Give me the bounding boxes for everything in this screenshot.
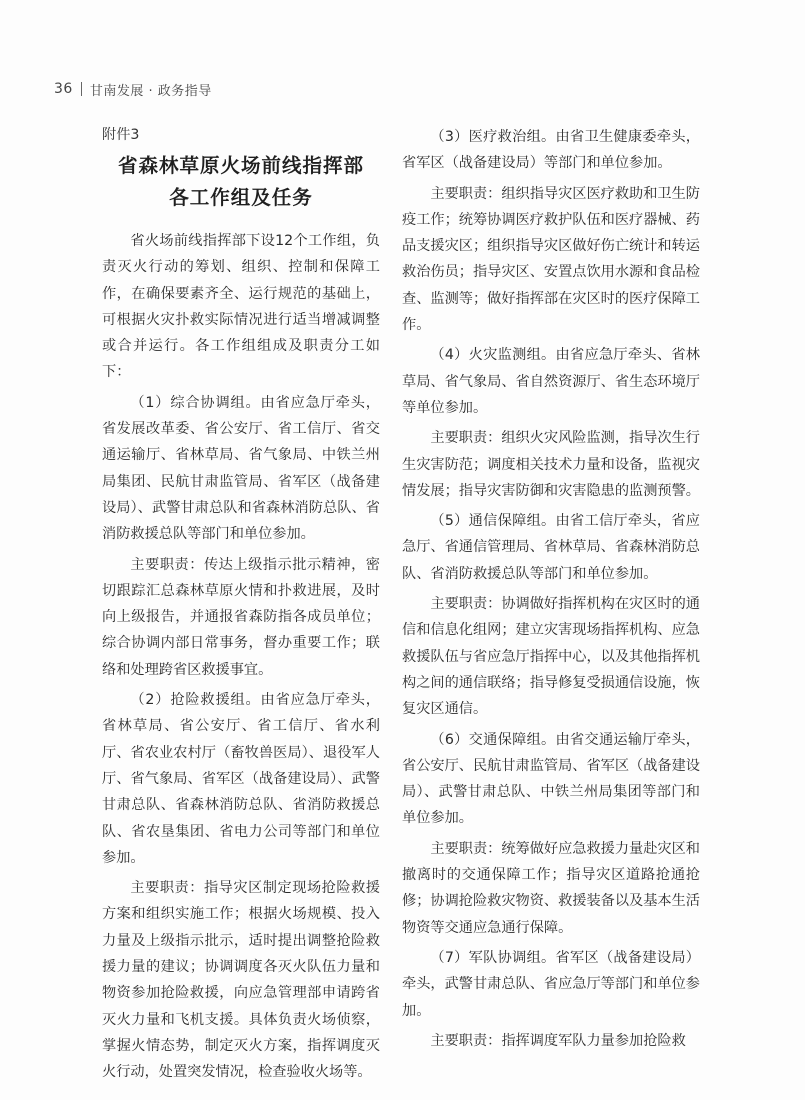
running-header [54,79,212,99]
paragraph: 主要职责：组织指导灾区医疗救助和卫生防疫工作；统筹协调医疗救护队伍和医疗器械、药品支援灾区；组织指导灾区做好伤亡统计和转运救治伤员；指导灾区、安置点饮用水源和食品检查、监测等；做好指挥部在灾区时的医疗保障工作。 [402,185,700,334]
paragraph: （3）医疗救治组。由省卫生健康委牵头，省军区（战备建设局）等部门和单位参加。 [402,129,700,172]
paragraph: （1）综合协调组。由省应急厅牵头，省发展改革委、省公安厅、省工信厅、省交通运输厅、省林草局、省气象局、中铁兰州局集团、民航甘肃监管局、省军区（战备建设局）、武警甘肃总队和省森林消防总队、省消防救援总队等部门和单位参加。 [102,394,380,543]
header-divider [81,82,82,96]
paragraph: （2）抢险救援组。由省应急厅牵头，省林草局、省公安厅、省工信厅、省水利厅、省农业农村厅（畜牧兽医局）、退役军人厅、省气象局、省军区（战备建设局）、武警甘肃总队、省森林消防总队、省消防救援总队、省农垦集团、省电力公司等部门和单位参加。 [102,692,380,866]
header-section-title: 甘南发展 · 政务指导 [89,83,212,99]
document-title [102,150,380,214]
paragraph: 主要职责：统筹做好应急救援力量赴灾区和撤离时的交通保障工作；指导灾区道路抢通抢修；协调抢险救灾物资、救援装备以及基本生活物资等交通应急通行保障。 [402,840,700,936]
paragraph: 主要职责：指挥调度军队力量参加抢险救 [430,1032,686,1049]
paragraph: 主要职责：协调做好指挥机构在灾区时的通信和信息化组网；建立灾害现场指挥机构、应急救援队伍与省应急厅指挥中心，以及其他指挥机构之间的通信联络；指导修复受损通信设施，恢复灾区通信。 [402,596,700,718]
page-number: 36 [54,81,73,97]
annex-label: 附件3 [102,127,140,143]
right-column [402,124,700,1058]
paragraph: 主要职责：指导灾区制定现场抢险救援方案和组织实施工作；根据火场规模、投入力量及上级指示批示，适时提出调整抢险救援力量的建议；协调调度各灭火队伍力量和物资参加抢险救援，向应急管理部申请跨省灭火力量和飞机支援。具体负责火场侦察，掌握火情态势，制定灭火方案，指挥调度灭火行动，处置突发情况，检查验收火场等。 [102,880,380,1081]
paragraph: （6）交通保障组。由省交通运输厅牵头，省公安厅、民航甘肃监管局、省军区（战备建设局）、武警甘肃总队、中铁兰州局集团等部门和单位参加。 [402,731,700,827]
paragraph: （7）军队协调组。省军区（战备建设局）牵头，武警甘肃总队、省应急厅等部门和单位参加。 [402,949,700,1019]
left-column [102,124,380,1090]
title-line-2: 各工作组及任务 [169,186,313,209]
paragraph: （5）通信保障组。由省工信厅牵头，省应急厅、省通信管理局、省林草局、省森林消防总队、省消防救援总队等部门和单位参加。 [402,513,700,582]
title-line-1: 省森林草原火场前线指挥部 [117,154,364,177]
paragraph: 主要职责：传达上级指示批示精神，密切跟踪汇总森林草原火情和扑救进展，及时向上级报告，并通报省森防指各成员单位；综合协调内部日常事务，督办重要工作；联络和处理跨省区救援事宜。 [102,556,380,678]
paragraph: （4）火灾监测组。由省应急厅牵头、省林草局、省气象局、省自然资源厅、省生态环境厅等单位参加。 [402,347,700,416]
paragraph: 主要职责：组织火灾风险监测，指导次生行生灾害防范；调度相关技术力量和设备，监视灾情发展；指导灾害防御和灾害隐患的监测预警。 [402,430,700,499]
paragraph: 省火场前线指挥部下设12个工作组，负责灭火行动的筹划、组织、控制和保障工作，在确保要素齐全、运行规范的基础上，可根据火灾扑救实际情况进行适当增减调整或合并运行。各工作组组成及职责分工如下： [102,233,380,381]
